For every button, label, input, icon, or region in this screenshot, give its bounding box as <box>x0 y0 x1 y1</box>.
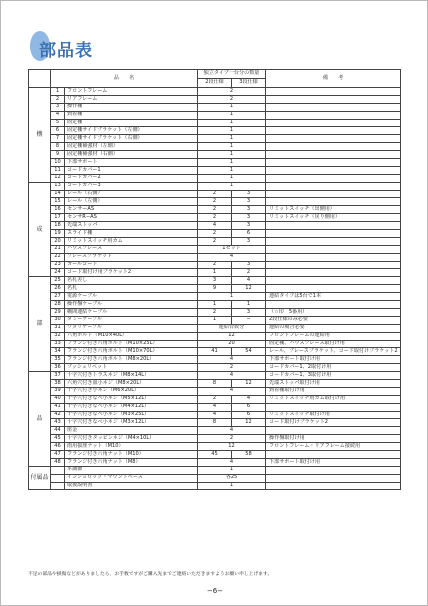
table-row <box>29 151 401 159</box>
part-note <box>266 285 401 293</box>
table-row <box>29 261 401 269</box>
part-note: フロントフレーム・リアフレーム接続用 <box>266 443 401 451</box>
part-number: 9 <box>51 151 65 159</box>
table-row <box>29 111 401 119</box>
part-number: 22 <box>51 253 65 261</box>
part-name: 固定棚サイドブラケット（左側） <box>65 127 198 135</box>
part-number: 21 <box>51 245 65 253</box>
part-quantity-2tier: 4 <box>198 411 232 419</box>
table-row <box>29 301 401 309</box>
part-quantity-2tier: 2 <box>198 395 232 403</box>
table-row <box>29 159 401 167</box>
part-number: 6 <box>51 127 65 135</box>
part-name: ブレースブラケット <box>65 253 198 261</box>
part-name: 先端ストッパ <box>65 222 198 230</box>
part-number: 35 <box>51 356 65 364</box>
part-quantity: 1 <box>198 182 266 190</box>
part-number: 29 <box>51 308 65 316</box>
table-row <box>29 285 401 293</box>
part-quantity: 2 <box>198 364 266 372</box>
part-quantity-3tier: 54 <box>232 348 266 356</box>
part-note: レール、ブレースブラケット、コード取付けブラケット2 <box>266 348 401 356</box>
part-number: 45 <box>51 435 65 443</box>
table-row <box>29 214 401 222</box>
part-quantity-3tier: 3 <box>232 206 266 214</box>
part-quantity-2tier: 4 <box>198 403 232 411</box>
part-quantity-3tier: 3 <box>232 190 266 198</box>
part-name: 十字穴付きなべ小ネジ（M5×12L） <box>65 395 198 403</box>
table-row <box>29 308 401 316</box>
part-name: センサR−AS <box>65 214 198 222</box>
header-quantity-3tier: 3段仕様 <box>232 79 266 88</box>
part-note: 下部サポート取付け用 <box>266 356 401 364</box>
table-row <box>29 245 401 253</box>
part-name: 十字穴付きなべ小ネジ（M4×12L） <box>65 403 198 411</box>
part-note <box>266 253 401 261</box>
part-quantity: 4 <box>198 458 266 466</box>
table-row <box>29 443 401 451</box>
part-number: 32 <box>51 332 65 340</box>
part-name: 十字穴付きトラスネジ（M8×14L） <box>65 372 198 380</box>
part-name: 座金 <box>65 427 198 435</box>
table-row <box>29 277 401 285</box>
table-row <box>29 190 401 198</box>
part-quantity: 2 <box>198 95 266 103</box>
table-row <box>29 269 401 277</box>
part-quantity-2tier: 1 <box>198 316 232 324</box>
part-name: フランジ付き六角ナット（M10） <box>65 450 198 458</box>
part-name: 名札 <box>65 285 198 293</box>
part-name: スライド棚 <box>65 230 198 238</box>
part-quantity-2tier: 1 <box>198 269 232 277</box>
part-number: 31 <box>51 324 65 332</box>
page-number: −6− <box>206 587 224 595</box>
part-note <box>266 111 401 119</box>
part-quantity-3tier: 4 <box>232 277 266 285</box>
part-name: プッシュリベット <box>65 364 198 372</box>
part-note <box>266 245 401 253</box>
part-quantity: 1 <box>198 482 266 490</box>
table-row <box>29 419 401 427</box>
part-quantity-3tier: 3 <box>232 237 266 245</box>
part-note <box>266 103 401 111</box>
part-quantity-2tier: 2 <box>198 230 232 238</box>
part-quantity: 20 <box>198 340 266 348</box>
footnote: 不足の部品や損傷などがありましたら、お手数ですがご購入先までご連絡いただきますようお願い申し上げます。 <box>28 572 273 577</box>
part-name: ワタリケーブル <box>65 324 198 332</box>
table-row <box>29 95 401 103</box>
part-quantity-2tier: 2 <box>198 261 232 269</box>
part-quantity: 1 <box>198 111 266 119</box>
part-quantity: 2 <box>198 88 266 96</box>
part-name: コードカバー2 <box>65 174 198 182</box>
part-note: 操作盤取付け用 <box>266 435 401 443</box>
part-quantity-2tier: 2 <box>198 198 232 206</box>
part-number: 20 <box>51 237 65 245</box>
part-note <box>266 466 401 474</box>
group-label: 部 <box>29 277 51 372</box>
part-name: フランジ付き六角ボルト（M10×25L） <box>65 340 198 348</box>
part-name: レール（右側） <box>65 190 198 198</box>
part-name: 雨用抜座ナット（M10） <box>65 443 198 451</box>
part-note: 連結タイプは5台で1本 <box>266 293 401 301</box>
part-quantity: 1 <box>198 151 266 159</box>
part-number: 48 <box>51 458 65 466</box>
part-quantity: 12 <box>198 443 266 451</box>
part-quantity: 1 <box>198 293 266 301</box>
part-quantity: 4 <box>198 427 266 435</box>
table-row <box>29 127 401 135</box>
part-note <box>266 427 401 435</box>
part-note <box>266 277 401 285</box>
part-name: 固定棚 <box>65 119 198 127</box>
part-name: コード取付け用ブラケット2 <box>65 269 198 277</box>
part-quantity-2tier: 8 <box>198 419 232 427</box>
table-row <box>29 119 401 127</box>
part-number: 13 <box>51 182 65 190</box>
table-row <box>29 103 401 111</box>
table-row <box>29 293 401 301</box>
part-number: 25 <box>51 277 65 285</box>
part-quantity: 1 <box>198 135 266 143</box>
table-row <box>29 143 401 151</box>
part-quantity-2tier: 4 <box>198 222 232 230</box>
part-name: フランジ付き六角ボルト（M10×70L） <box>65 348 198 356</box>
table-row <box>29 206 401 214</box>
part-name: 固定棚補強材（左側） <box>65 143 198 151</box>
part-number: 30 <box>51 316 65 324</box>
part-number: 47 <box>51 450 65 458</box>
part-quantity-3tier: 6 <box>232 230 266 238</box>
part-number: 41 <box>51 403 65 411</box>
part-name: 十字穴付きタッピンネジ（M4×10L） <box>65 435 198 443</box>
part-name: 十字穴付き小ネジ（M6×20L） <box>65 387 198 395</box>
page-title: 部品表 <box>39 41 93 61</box>
part-quantity: 12 <box>198 332 266 340</box>
part-number <box>51 474 65 482</box>
part-quantity-3tier: 58 <box>232 450 266 458</box>
part-note: コードカバー1、2取付け用 <box>266 364 401 372</box>
part-note: 2段仕様のみ必要 <box>266 316 401 324</box>
part-note <box>266 237 401 245</box>
part-quantity: 連結台数分 <box>198 324 266 332</box>
part-number: 38 <box>51 379 65 387</box>
part-name: フランジ付き六角ナット（M8） <box>65 458 198 466</box>
table-row <box>29 356 401 364</box>
part-name: 六角ボルト（M10×40L） <box>65 332 198 340</box>
part-number <box>51 482 65 490</box>
part-quantity-2tier: 41 <box>198 348 232 356</box>
part-note <box>266 403 401 411</box>
part-number: 40 <box>51 395 65 403</box>
table-row <box>29 411 401 419</box>
header-note: 備 考 <box>266 70 401 88</box>
part-quantity-2tier: 2 <box>198 206 232 214</box>
part-number: 11 <box>51 166 65 174</box>
part-name: 操作盤ケーブル <box>65 301 198 309</box>
table-row <box>29 482 401 490</box>
part-note <box>266 127 401 135</box>
part-note: リミットスイッチ取付け用 <box>266 411 401 419</box>
part-quantity-3tier: 12 <box>232 379 266 387</box>
group-label: 構 <box>29 88 51 183</box>
part-quantity-3tier: 12 <box>232 285 266 293</box>
group-label: 成 <box>29 182 51 277</box>
part-quantity: 1 <box>198 174 266 182</box>
part-quantity: 4 <box>198 372 266 380</box>
part-note <box>266 301 401 309</box>
table-row <box>29 466 401 474</box>
part-name: 十字穴付きなべ小ネジ（M3×12L） <box>65 419 198 427</box>
part-quantity-3tier: 3 <box>232 222 266 230</box>
part-note <box>266 482 401 490</box>
part-quantity-3tier: 3 <box>232 308 266 316</box>
part-quantity-2tier: 8 <box>198 379 232 387</box>
part-note: コードカバー1、3取付け用 <box>266 372 401 380</box>
part-quantity: 1 <box>198 119 266 127</box>
table-row <box>29 364 401 372</box>
part-quantity: 各25 <box>198 474 266 482</box>
part-note: 固定棚、ハウスブレース取付け用 <box>266 340 401 348</box>
table-row <box>29 222 401 230</box>
part-number: 44 <box>51 427 65 435</box>
group-label: 付属品 <box>29 466 51 490</box>
part-quantity-3tier: 1 <box>232 301 266 309</box>
part-number: 46 <box>51 443 65 451</box>
part-number: 43 <box>51 419 65 427</box>
part-quantity: 1 <box>198 166 266 174</box>
table-row <box>29 198 401 206</box>
part-note <box>266 88 401 96</box>
part-note <box>266 222 401 230</box>
table-row <box>29 237 401 245</box>
part-number: 42 <box>51 411 65 419</box>
header-name: 品 名 <box>51 70 198 88</box>
table-row <box>29 435 401 443</box>
part-number <box>51 466 65 474</box>
parts-table <box>28 69 401 490</box>
table-row <box>29 253 401 261</box>
part-quantity-3tier: 4 <box>232 395 266 403</box>
part-name: ネ調節 <box>65 466 198 474</box>
part-number: 33 <box>51 340 65 348</box>
part-name: 六角穴付き皿小ネジ（M8×20L） <box>65 379 198 387</box>
part-quantity-3tier: 6 <box>232 403 266 411</box>
part-note <box>266 95 401 103</box>
part-quantity: 1 <box>198 143 266 151</box>
part-note <box>266 119 401 127</box>
part-quantity: 1 <box>198 103 266 111</box>
part-number: 26 <box>51 285 65 293</box>
table-row <box>29 340 401 348</box>
table-row <box>29 174 401 182</box>
part-name: 固定棚補強材（右側） <box>65 151 198 159</box>
part-name: 操作棚 <box>65 103 198 111</box>
table-row <box>29 458 401 466</box>
part-quantity-2tier: 2 <box>198 237 232 245</box>
part-note <box>266 182 401 190</box>
part-note <box>266 269 401 277</box>
table-row <box>29 332 401 340</box>
table-row <box>29 166 401 174</box>
part-number: 5 <box>51 119 65 127</box>
part-name: レール（左側） <box>65 198 198 206</box>
part-number: 34 <box>51 348 65 356</box>
part-quantity: 4 <box>198 356 266 364</box>
part-name: フランジ付き六角ボルト（M8×20L） <box>65 356 198 364</box>
part-name: 下部サポート <box>65 159 198 167</box>
part-quantity-2tier: 9 <box>198 285 232 293</box>
part-name: センサーAS <box>65 206 198 214</box>
part-number: 37 <box>51 372 65 380</box>
part-note <box>266 135 401 143</box>
part-name: コードカバー3 <box>65 182 198 190</box>
part-name: ダミーケーブル <box>65 316 198 324</box>
table-row <box>29 379 401 387</box>
part-name: ハウスブレース <box>65 245 198 253</box>
part-note <box>266 190 401 198</box>
part-number: 28 <box>51 301 65 309</box>
part-note: リミットスイッチ（戻り側用） <box>266 214 401 222</box>
header-quantity-2tier: 2段仕様 <box>198 79 232 88</box>
part-quantity-3tier: − <box>232 316 266 324</box>
part-quantity: 1 <box>198 466 266 474</box>
part-number: 39 <box>51 387 65 395</box>
part-note: 先端ストッパ取付け用 <box>266 379 401 387</box>
part-quantity: 2 <box>198 435 266 443</box>
part-number: 14 <box>51 190 65 198</box>
part-note <box>266 261 401 269</box>
part-number: 3 <box>51 103 65 111</box>
part-number: 4 <box>51 111 65 119</box>
part-name: フロントフレーム <box>65 88 198 96</box>
part-note <box>266 143 401 151</box>
part-quantity-2tier: 2 <box>198 190 232 198</box>
part-note: 下部サポート取付け用 <box>266 458 401 466</box>
table-row <box>29 88 401 96</box>
part-note: 到着棚取付け用 <box>266 387 401 395</box>
part-name: リミットスイッチ用カム <box>65 237 198 245</box>
part-number: 24 <box>51 269 65 277</box>
part-quantity: 4 <box>198 253 266 261</box>
part-note <box>266 450 401 458</box>
part-note <box>266 198 401 206</box>
table-row <box>29 348 401 356</box>
table-row <box>29 474 401 482</box>
header-group-cell <box>29 70 51 88</box>
part-name: 到着棚 <box>65 111 198 119</box>
parts-table-body <box>29 88 401 490</box>
part-quantity-3tier: 6 <box>232 411 266 419</box>
part-note: リミットスイッチ（出側用） <box>266 206 401 214</box>
table-row <box>29 372 401 380</box>
part-name: インシュロック・マウントベース <box>65 474 198 482</box>
table-row <box>29 182 401 190</box>
part-note: フロントフレームの連結用 <box>266 332 401 340</box>
table-row <box>29 324 401 332</box>
part-number: 12 <box>51 174 65 182</box>
table-row <box>29 316 401 324</box>
part-quantity-2tier: 3 <box>198 277 232 285</box>
part-quantity: 4 <box>198 387 266 395</box>
part-quantity: 1セット <box>198 245 266 253</box>
table-row <box>29 403 401 411</box>
part-note: （☆印 5番用） <box>266 308 401 316</box>
part-quantity-2tier: 45 <box>198 450 232 458</box>
part-quantity-3tier: 12 <box>232 419 266 427</box>
part-number: 7 <box>51 135 65 143</box>
table-row <box>29 427 401 435</box>
part-note <box>266 166 401 174</box>
part-number: 27 <box>51 293 65 301</box>
part-name: 電源ケーブル <box>65 293 198 301</box>
part-number: 16 <box>51 206 65 214</box>
part-name: 名札差し <box>65 277 198 285</box>
part-name: 棚間連結ケーブル <box>65 308 198 316</box>
part-quantity-3tier: 3 <box>232 261 266 269</box>
part-number: 17 <box>51 214 65 222</box>
part-note <box>266 151 401 159</box>
part-quantity-2tier: 2 <box>198 214 232 222</box>
part-name: リアフレーム <box>65 95 198 103</box>
part-name: カールコード <box>65 261 198 269</box>
table-row <box>29 135 401 143</box>
part-number: 15 <box>51 198 65 206</box>
header-quantity: 独立タイプ一台分の数量 <box>198 70 266 79</box>
part-number: 18 <box>51 222 65 230</box>
part-quantity-3tier: 2 <box>232 269 266 277</box>
table-row <box>29 395 401 403</box>
part-name: 固定棚サイドブラケット（右側） <box>65 135 198 143</box>
part-quantity: 1 <box>198 159 266 167</box>
part-quantity: 1 <box>198 127 266 135</box>
part-quantity-3tier: 3 <box>232 214 266 222</box>
table-row <box>29 230 401 238</box>
part-name: コードカバー1 <box>65 166 198 174</box>
part-quantity-2tier: 2 <box>198 308 232 316</box>
part-note <box>266 474 401 482</box>
part-number: 36 <box>51 364 65 372</box>
part-note <box>266 230 401 238</box>
part-number: 19 <box>51 230 65 238</box>
part-note: リミットスイッチ用カム取付け用 <box>266 395 401 403</box>
part-number: 10 <box>51 159 65 167</box>
table-row <box>29 450 401 458</box>
part-number: 8 <box>51 143 65 151</box>
part-quantity-2tier: 1 <box>198 301 232 309</box>
part-note <box>266 174 401 182</box>
part-number: 23 <box>51 261 65 269</box>
part-number: 1 <box>51 88 65 96</box>
group-label: 品 <box>29 372 51 467</box>
part-name: 取扱説明書 <box>65 482 198 490</box>
part-quantity-3tier: 3 <box>232 198 266 206</box>
part-name: 十字穴付きなべ小ネジ（M3×25L） <box>65 411 198 419</box>
part-note: コード取付けブラケット2 <box>266 419 401 427</box>
part-note: 連結の場合必要 <box>266 324 401 332</box>
part-note <box>266 159 401 167</box>
table-row <box>29 387 401 395</box>
part-number: 2 <box>51 95 65 103</box>
